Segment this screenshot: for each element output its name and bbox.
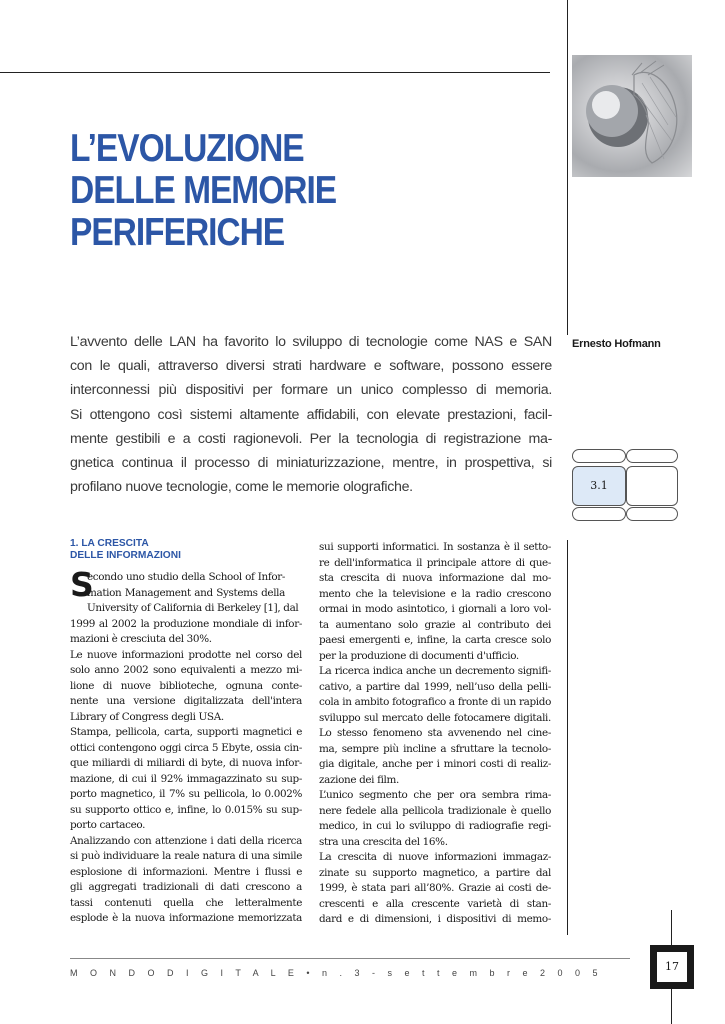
drop-cap: S [70, 565, 94, 604]
article-title [70, 128, 431, 254]
title-line: DELLE MEMORIE [70, 169, 337, 212]
body-line: La crescita di nuove informazioni immagaz- [319, 851, 551, 863]
body-line: si può individuare la reale natura di una simile [70, 850, 302, 862]
body-line: medico, in cui lo sviluppo di radiografie regi- [319, 820, 551, 832]
section-heading [70, 538, 302, 562]
title-line: L’EVOLUZIONE [70, 127, 304, 170]
body-line: cativo, a partire dal 1999, nell’uso della pelli- [319, 680, 551, 693]
footer-rule [70, 958, 630, 959]
body-line: nere fedele alla pellicola tradizionale è quello [319, 804, 551, 817]
badge-top-pill-right [626, 449, 678, 463]
badge-bottom-pill-right [626, 507, 678, 521]
body-line: mento che la televisione e la radio crescono [319, 587, 551, 600]
abstract-line: gnetica continua il processo di miniaturizzazione, mentre, in prospettiva, si [70, 454, 552, 471]
abstract-line: L’avvento delle LAN ha favorito lo sviluppo di tecnologie come NAS e SAN [70, 334, 552, 350]
body-line: re dell'informatica il principale attore di que- [319, 556, 551, 569]
body-line: solo anno 2002 sono equivalenti a mezzo mi- [70, 664, 302, 676]
body-line: que miliardi di miliardi di byte, di nuova infor- [70, 757, 302, 769]
running-footer: M O N D O D I G I T A L E • n . 3 - s e t t e m b r e 2 0 0 5 [70, 968, 603, 978]
body-line: econdo uno studio della School of Infor- [87, 571, 285, 583]
section-number-badge: 3.1 [572, 466, 626, 506]
body-line: lione di nuove biblioteche, ognuna conte- [70, 679, 302, 692]
body-line: porto magnetico, il 7% su pellicola, lo 0.002% [70, 788, 302, 800]
abstract [70, 330, 570, 499]
body-line: zinate su supporto magnetico, a partire dal [319, 866, 551, 879]
abstract-line: mente gestibili e a costi ragionevoli. Per la tecnologia di registrazione ma- [70, 430, 552, 447]
abstract-line: profilano nuove tecnologie, come le memorie olografiche. [70, 479, 413, 496]
section-heading-line: DELLE INFORMAZIONI [70, 550, 181, 561]
body-line: ta aumentano solo grazie al contributo dei [319, 618, 551, 631]
body-line: esplosione di informazioni. Mentre i flussi e [70, 865, 302, 878]
body-line: su supporto ottico e, infine, lo 0.015% su sup- [70, 803, 302, 816]
body-line: Lo stesso fenomeno sta avvenendo nel cine- [319, 727, 551, 739]
body-line: L’unico segmento che per ora sembra rima- [319, 789, 551, 801]
body-line: stra una crescita del 16%. [319, 835, 448, 848]
body-line: gia digitale, anche per i minori costi di realiz- [319, 758, 551, 770]
body-line: sta crescita di nuova informazione dal mo- [319, 572, 551, 584]
body-line: ottici contengono oggi circa 5 Ebyte, ossia cin- [70, 741, 302, 754]
hand-globe-illustration [572, 55, 692, 177]
title-line: PERIFERICHE [70, 211, 285, 254]
abstract-line: Si ottengono così sistemi altamente affidabili, con elevate prestazioni, facil- [70, 406, 552, 423]
body-line: zazione dei film. [319, 773, 399, 786]
body-line: mazione, di cui il 92% immagazzinato su sup- [70, 772, 302, 785]
body-line: gli aggregati tradizionali di dati crescono a [70, 881, 302, 893]
body-line: nente una versione digitalizzata dell'intera [70, 695, 302, 707]
margin-vertical-rule [567, 0, 568, 335]
body-line: La ricerca indica anche un decremento signifi- [319, 665, 551, 677]
body-line: sui supporti informatici. In sostanza è il setto- [319, 541, 551, 553]
badge-top-pill-left [572, 449, 626, 463]
text-column-1 [70, 538, 302, 927]
hand-globe-image [572, 55, 692, 177]
margin-vertical-rule-lower [567, 540, 568, 935]
body-line: tassi contenuti quella che letteralmente [70, 896, 302, 909]
section-heading-line: 1. LA CRESCITA [70, 538, 149, 549]
page-number-box [650, 945, 694, 989]
body-line: Stampa, pellicola, carta, supporti magnetici e [70, 726, 302, 738]
body-line: University of California di Berkeley [1], dal [87, 602, 299, 614]
abstract-line: con le quali, attraverso diversi strati hardware e software, possono essere [70, 358, 552, 375]
body-line: crescenti e alla crescente varietà di stan- [319, 897, 551, 910]
author-name: Ernesto Hofmann [572, 338, 661, 350]
badge-side-box [626, 466, 678, 506]
body-line: cola in ambito fotografico a fronte di un rapido [319, 696, 551, 708]
body-line: Analizzando con attenzione i dati della ricerca [70, 834, 302, 847]
body-line: dard e di dimensioni, i dispositivi di memo- [319, 913, 551, 925]
abstract-line: interconnessi più dispositivi per formare un unico complesso di memoria. [70, 382, 552, 399]
body-line: ormai in modo asintotico, i giornali a loro vol- [319, 603, 551, 615]
first-paragraph [70, 565, 302, 617]
top-rule [0, 72, 550, 73]
body-line: Library of Congress degli USA. [70, 710, 224, 723]
badge-bottom-pill-left [572, 507, 626, 521]
body-line: mazioni è cresciuta del 30%. [70, 633, 212, 645]
body-line: mation Management and Systems della [87, 586, 285, 599]
body-line: per la produzione di documenti d'ufficio. [319, 649, 519, 662]
body-line: 1999, è stata pari all’80%. Grazie ai costi de- [319, 882, 551, 894]
body-line: sviluppo sul mercato delle fotocamere digitali. [319, 711, 551, 724]
body-line: esplode è la nuova informazione memorizzata [70, 912, 302, 924]
body-line: Le nuove informazioni prodotte nel corso del [70, 648, 302, 661]
body-line: paesi emergenti e, infine, la carta cresce solo [319, 634, 551, 646]
body-line: ma, sempre più incline a sfruttare la tecnolo- [319, 742, 551, 755]
page-number: 17 [657, 952, 687, 982]
text-column-2 [319, 540, 551, 928]
body-line: 1999 al 2002 la produzione mondiale di infor- [70, 617, 302, 630]
body-line: porto cartaceo. [70, 819, 146, 831]
